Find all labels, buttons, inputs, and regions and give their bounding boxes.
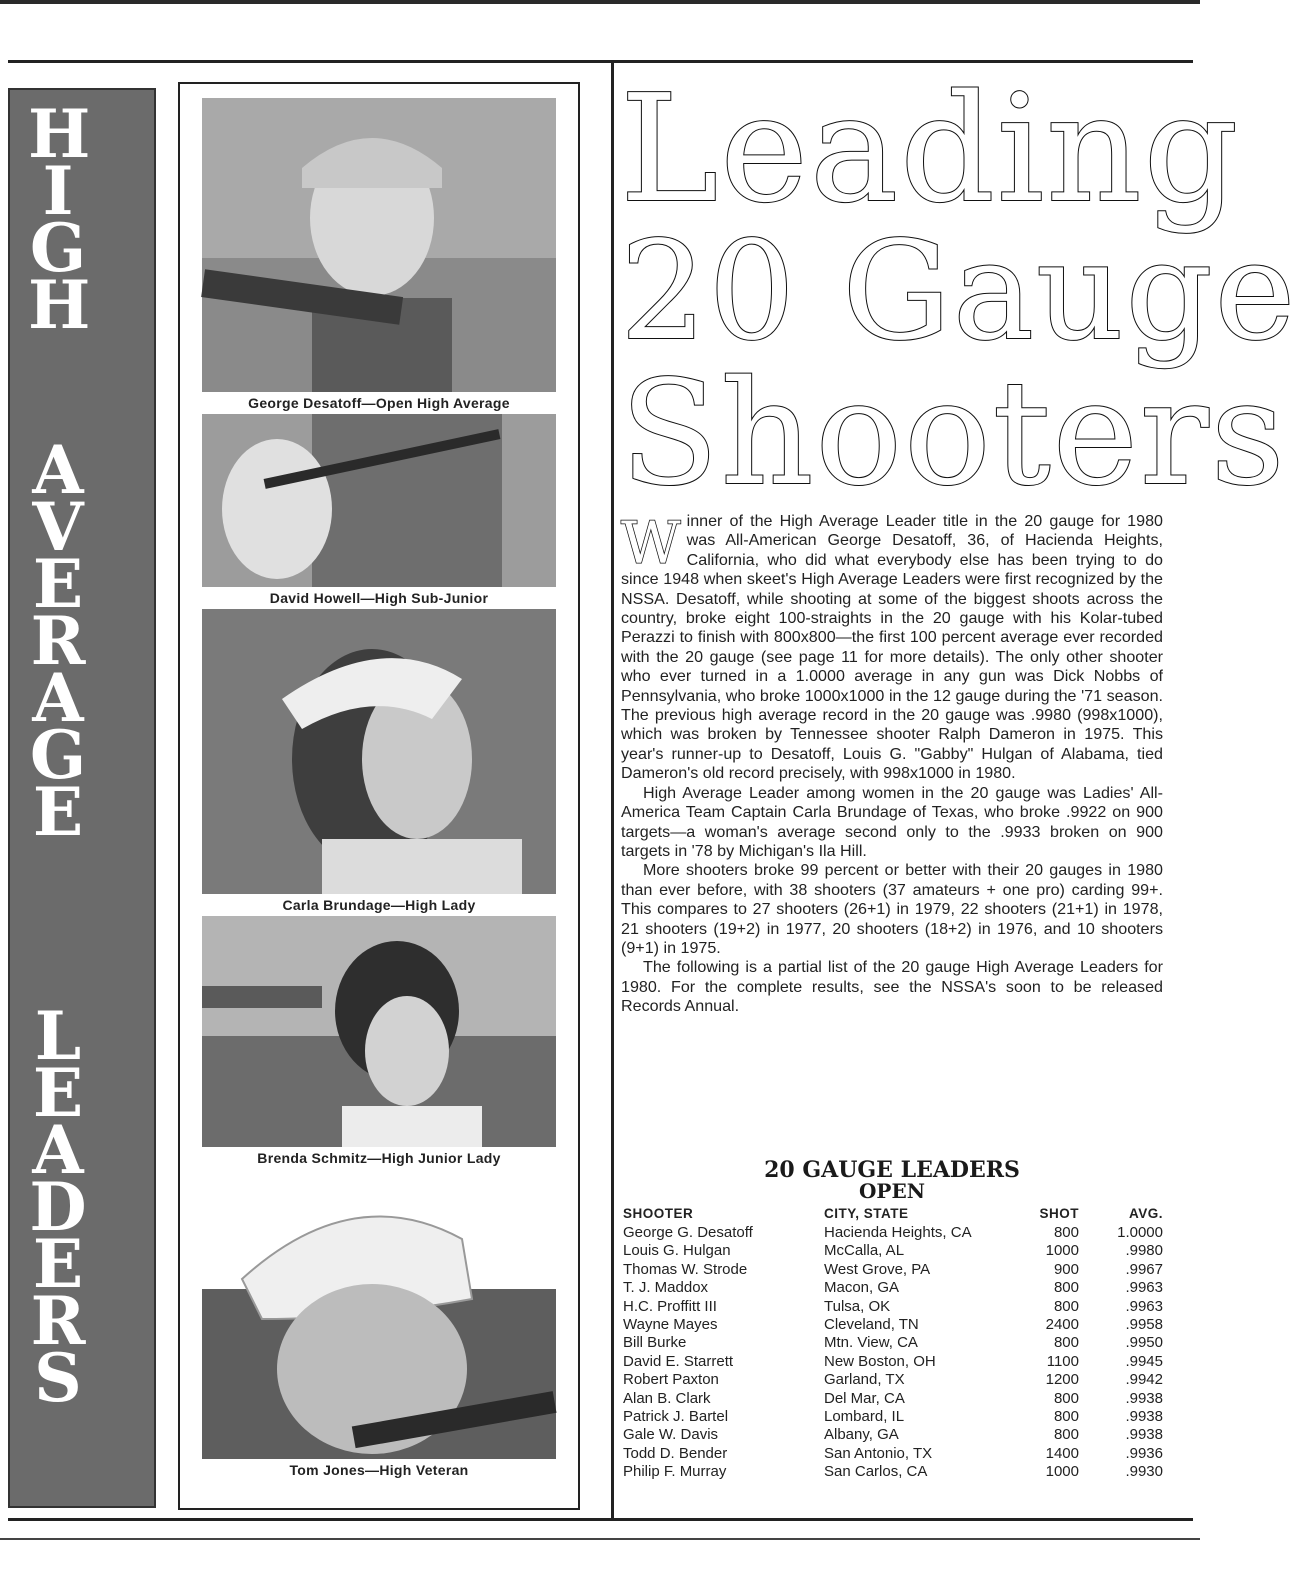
shot-count: 900 (1053, 1260, 1079, 1278)
paragraph-text: inner of the High Average Leader title in the 20 gauge for 1980 was All-American George Desatoff, 36, of Hacienda Heights, California, who did what everybody else has been trying to do since 1948 when skeet's High Average Leaders were first recognized by the NSSA. Desatoff, while shooting at some of the biggest shoots across the country, broke eight 100-straights in the 20 gauge with his Kolar-tubed Perazzi to finish with 800x800—the first 100 percent average ever recorded with the 20 gauge (see page 11 for more details). The only other shooter who ever turned in a 1.0000 average in any gun was Dick Nobbs of Pennsylvania, who broke 1000x1000 in the 12 gauge during the '71 season. The previous high average record in the 20 gauge was .9980 (998x1000), which was broken by Tennessee shooter Ralph Dameron in 1975. This year's runner-up to Desatoff, Louis G. "Gabby" Hulgan of Alabama, tied Dameron's old record precisely, with 998x1000 in 1980. (621, 512, 1163, 783)
average: 1.0000 (1117, 1224, 1163, 1241)
table-row (621, 1445, 1163, 1463)
shot-count: 800 (1053, 1334, 1079, 1352)
banner-letter: R (30, 602, 86, 680)
banner-letter: L (34, 997, 82, 1075)
table-body (621, 1224, 1163, 1481)
banner-letter: E (32, 773, 84, 851)
article-paragraph: The following is a partial list of the 20 gauge High Average Leaders for 1980. For the complete results, see the NSSA's soon to be released Records Annual. (621, 958, 1163, 1016)
shot-count: 800 (1053, 1224, 1079, 1241)
shooter-name: Louis G. Hulgan (623, 1242, 731, 1260)
shot-count: 800 (1053, 1279, 1079, 1297)
banner-word-leaders (28, 997, 88, 1417)
city-state: Lombard, IL (824, 1407, 905, 1425)
banner-letter: E (32, 1054, 84, 1132)
footer-rule (0, 1538, 1200, 1540)
shot-count: 800 (1053, 1297, 1079, 1315)
banner-word-high (28, 95, 91, 344)
vertical-banner (8, 88, 156, 1508)
drop-cap: W (621, 509, 681, 577)
column-divider (611, 60, 614, 1520)
table-row (621, 1224, 1163, 1242)
top-rule (0, 0, 1200, 4)
shot-count: 2400 (1045, 1315, 1079, 1333)
average: .9950 (1125, 1334, 1163, 1352)
city-state: McCalla, AL (824, 1242, 905, 1260)
banner-letter: A (32, 1111, 84, 1189)
leaders-subtitle: OPEN (859, 1179, 925, 1203)
banner-letter: H (28, 95, 91, 173)
banner-letter: V (32, 488, 84, 566)
shot-count: 1400 (1045, 1444, 1079, 1462)
banner-letter: S (34, 1339, 82, 1417)
shooter-name: T. J. Maddox (623, 1279, 709, 1297)
table-row (621, 1298, 1163, 1316)
city-state: West Grove, PA (824, 1260, 931, 1278)
photo-carla-brundage (202, 609, 556, 899)
table-row (621, 1242, 1163, 1260)
table-row (621, 1426, 1163, 1444)
shot-count: 1000 (1045, 1463, 1079, 1481)
city-state: Tulsa, OK (824, 1297, 891, 1315)
shot-count: 800 (1053, 1407, 1079, 1425)
banner-letter: I (42, 152, 74, 230)
city-state: Mtn. View, CA (824, 1334, 918, 1352)
header-shot: SHOT (1039, 1206, 1079, 1221)
average: .9963 (1125, 1279, 1163, 1297)
average: .9945 (1125, 1352, 1163, 1370)
leaders-table (621, 1204, 1163, 1481)
header-shooter: SHOOTER (623, 1206, 694, 1221)
average: .9930 (1125, 1463, 1163, 1481)
average: .9938 (1125, 1389, 1163, 1407)
photo-caption: David Howell—High Sub-Junior (202, 587, 556, 609)
banner-letter: R (30, 1282, 86, 1360)
photo-caption: George Desatoff—Open High Average (202, 392, 556, 414)
average: .9936 (1125, 1444, 1163, 1462)
banner-letter: H (28, 266, 91, 344)
leaders-title: 20 GAUGE LEADERS (764, 1157, 1020, 1183)
table-row (621, 1353, 1163, 1371)
photo-brenda-schmitz (202, 916, 556, 1152)
banner-letter: G (29, 209, 87, 287)
shooter-name: Robert Paxton (623, 1371, 719, 1389)
photo-caption: Tom Jones—High Veteran (202, 1459, 556, 1481)
header-avg: AVG. (1128, 1206, 1163, 1221)
banner-letter: G (29, 716, 87, 794)
banner-letter: D (29, 1168, 87, 1246)
photo-caption: Carla Brundage—High Lady (202, 894, 556, 916)
table-row (621, 1390, 1163, 1408)
shot-count: 1200 (1045, 1371, 1079, 1389)
table-header-row (621, 1204, 1163, 1224)
average: .9938 (1125, 1407, 1163, 1425)
shooter-name: Alan B. Clark (623, 1389, 711, 1407)
average: .9963 (1125, 1297, 1163, 1315)
banner-letter: A (32, 659, 84, 737)
article-paragraph: More shooters broke 99 percent or better with their 20 gauges in 1980 than ever before, with 38 shooters (37 amateurs + one pro) carding 99+. This compares to 27 shooters (26+1) in 1979, 22 shooters (21+1) in 1978, 21 shooters (19+2) in 1977, 20 shooters (18+2) in 1976, and 10 shooters (9+1) in 1975. (621, 861, 1163, 957)
city-state: New Boston, OH (824, 1352, 936, 1370)
table-row (621, 1316, 1163, 1334)
city-state: Albany, GA (824, 1426, 899, 1444)
banner-word-average (28, 431, 88, 851)
article-paragraph (621, 509, 1163, 784)
city-state: San Carlos, CA (824, 1463, 928, 1481)
city-state: San Antonio, TX (824, 1444, 933, 1462)
city-state: Hacienda Heights, CA (824, 1224, 972, 1241)
shooter-name: George G. Desatoff (623, 1224, 753, 1241)
table-row (621, 1279, 1163, 1297)
article-paragraph: High Average Leader among women in the 20 gauge was Ladies' All-America Team Captain Carla Brundage of Texas, who broke .9922 on 900 targets—a woman's average second only to the .9933 broken on 900 targets in '78 by Michigan's Ila Hill. (621, 783, 1163, 860)
average: .9942 (1125, 1371, 1163, 1389)
table-row (621, 1261, 1163, 1279)
bottom-rule (8, 1518, 1193, 1521)
banner-letter: E (32, 1225, 84, 1303)
shooter-name: Bill Burke (623, 1334, 687, 1352)
table-row (621, 1371, 1163, 1389)
shooter-name: Thomas W. Strode (623, 1260, 748, 1278)
average: .9980 (1125, 1242, 1163, 1260)
city-state: Garland, TX (824, 1371, 905, 1389)
average: .9958 (1125, 1315, 1163, 1333)
shot-count: 1000 (1045, 1242, 1079, 1260)
photo-caption: Brenda Schmitz—High Junior Lady (202, 1147, 556, 1169)
banner-letter: A (32, 431, 84, 509)
title-line-2: 20 Gauge (620, 213, 1297, 371)
title-line-3: Shooters (620, 349, 1287, 517)
shot-count: 1100 (1046, 1352, 1079, 1370)
shooter-name: Patrick J. Bartel (623, 1407, 729, 1425)
average: .9967 (1125, 1260, 1163, 1278)
shooter-name: Todd D. Bender (623, 1444, 728, 1462)
table-row (621, 1463, 1163, 1481)
article-body (621, 509, 1163, 1017)
table-row (621, 1408, 1163, 1426)
shooter-name: David E. Starrett (623, 1352, 734, 1370)
city-state: Del Mar, CA (824, 1389, 905, 1407)
shooter-name: H.C. Proffitt III (623, 1297, 717, 1315)
shot-count: 800 (1053, 1426, 1079, 1444)
photo-tom-jones (202, 1169, 556, 1465)
photo-david-howell (202, 414, 556, 596)
shooter-name: Philip F. Murray (623, 1463, 727, 1481)
city-state: Macon, GA (824, 1279, 900, 1297)
shot-count: 800 (1053, 1389, 1079, 1407)
title-line-1: Leading (620, 63, 1241, 235)
average: .9938 (1125, 1426, 1163, 1444)
table-row (621, 1334, 1163, 1352)
shooter-name: Wayne Mayes (623, 1315, 718, 1333)
city-state: Cleveland, TN (824, 1315, 919, 1333)
photo-column (178, 82, 580, 1510)
shooter-name: Gale W. Davis (623, 1426, 719, 1444)
banner-letter: E (32, 545, 84, 623)
photo-george-desatoff (202, 98, 556, 396)
header-city: CITY, STATE (824, 1206, 909, 1221)
